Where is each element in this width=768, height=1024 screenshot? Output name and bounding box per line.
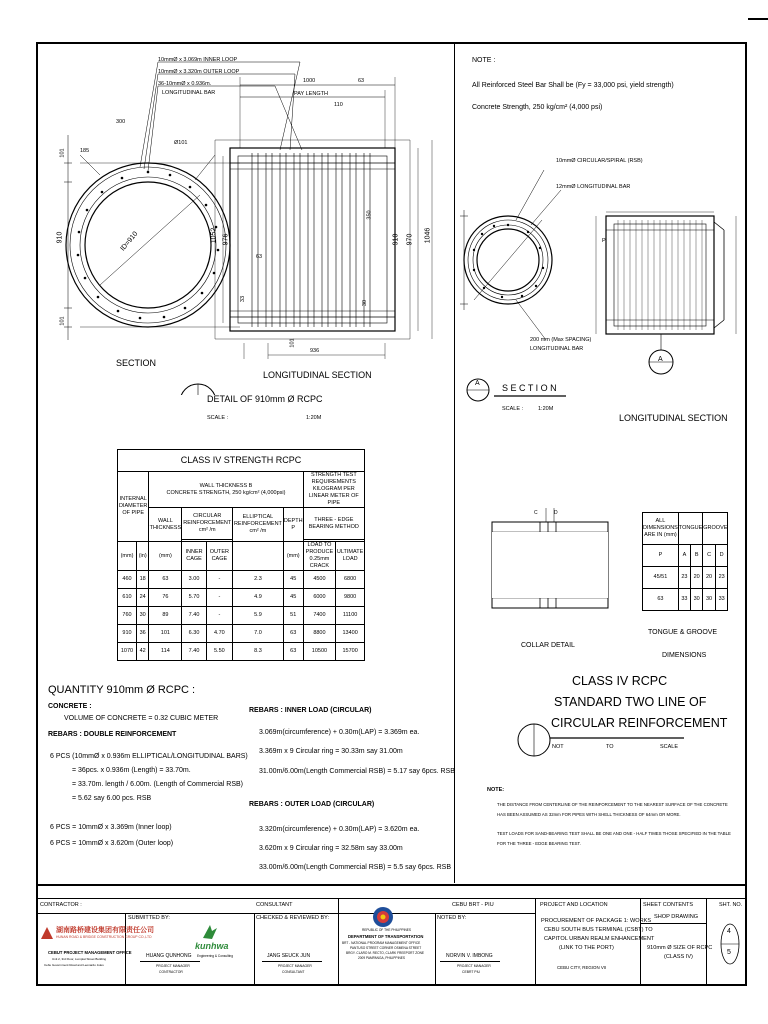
callout-long-bar-2: LONGITUDINAL BAR xyxy=(162,90,216,96)
tb-dotr-3: BRT - NATIONAL PROGRAM MANAGEMENT OFFICE xyxy=(342,941,421,945)
dim-910: 910 xyxy=(56,231,64,244)
tb-sheet-total: 5 xyxy=(727,949,731,956)
inner-load-line-2: 3.369m x 9 Circular ring = 30.33m say 31.00m xyxy=(259,748,403,755)
contractor-logo xyxy=(40,926,54,940)
class-iv-scale: SCALE xyxy=(660,744,679,750)
tb-dotr-2: DEPARTMENT OF TRANSPORTATION xyxy=(348,934,424,939)
dim-101-long: 101 xyxy=(289,338,296,348)
right-callout-long-bar: 12mmØ LONGITUDINAL BAR xyxy=(556,184,631,190)
quantity-line-6: 6 PCS = 10mmØ x 3.620m (Outer loop) xyxy=(50,840,174,847)
tb-sheet-heading: SHEET CONTENTS xyxy=(643,902,694,908)
table-row: 910 36 101 6.30 4.70 7.0 63 8800 13400 xyxy=(118,625,365,643)
tb-contractor-heading: CONTRACTOR : xyxy=(40,902,82,908)
h-elliptical: ELLIPTICAL REINFORCEMENT cm² /m xyxy=(233,508,284,542)
class-iv-not: NOT xyxy=(552,744,564,750)
tb-shop-drawing: SHOP DRAWING xyxy=(654,914,699,920)
tb-cebu-heading: CEBU BRT - PIU xyxy=(452,902,494,908)
h-ultimate: ULTIMATE LOAD xyxy=(336,542,365,571)
dim-101-top: 101 xyxy=(59,148,66,158)
dim-1046: 1046 xyxy=(424,227,432,244)
dim-id-910: ID=910 xyxy=(119,230,140,253)
note2-line-3: TEST LOADS FOR SAND-BEARING TEST SHALL BE ONE AND ONE - HALF TIMES THOSE SPECIFIED IN THE TABLE xyxy=(497,831,731,836)
dim-350: 350 xyxy=(366,210,373,220)
dim-30: 30 xyxy=(362,299,369,307)
top-right-rule xyxy=(748,18,768,20)
tg-h-all: ALL DIMENSIONS ARE IN (mm) xyxy=(643,513,679,545)
tg-h-tongue: TONGUE xyxy=(678,513,702,545)
detail-scale-label: SCALE : xyxy=(207,415,229,421)
note-line-1: All Reinforced Steel Bar Shall be (Fy = 33,000 psi, yield strength) xyxy=(472,82,674,89)
h-mm-3: (mm) xyxy=(283,542,303,571)
tb-checked-role: PROJECT MANAGER xyxy=(278,964,312,968)
longitudinal-stirrups xyxy=(252,153,370,327)
dim-33: 33 xyxy=(240,295,247,303)
right-callout-spacing: 200 mm (Max SPACING) xyxy=(530,337,592,343)
h-mm-2: (mm) xyxy=(149,542,182,571)
tb-submitted-role-2: CONTRACTOR xyxy=(159,970,183,974)
tb-project-line-4: (LINK TO THE PORT) xyxy=(559,945,614,951)
quantity-line-3: = 33.70m. length / 6.00m. (Length of Commercial RSB) xyxy=(72,781,243,788)
tb-sheet-number: 4 xyxy=(727,928,731,935)
quantity-concrete-line: VOLUME OF CONCRETE = 0.32 CUBIC METER xyxy=(64,715,219,722)
right-section-tag: A xyxy=(475,380,480,387)
longitudinal-section xyxy=(215,77,432,359)
h-wall-thickness: WALL THICKNESS xyxy=(149,508,182,542)
tb-checked-name: JANG SEUCK JUN xyxy=(267,953,311,959)
tb-project-heading: PROJECT AND LOCATION xyxy=(540,902,608,908)
tb-contractor-en: HUNAN ROAD & BRIDGE CONSTRUCTION GROUP CO.,LTD xyxy=(56,935,152,939)
left-detail-drawing xyxy=(40,45,450,395)
tb-contractor-cn: 湖南路桥建设集团有限责任公司 xyxy=(56,927,154,934)
inner-load-line-1: 3.069m(circumference) + 0.30m(LAP) = 3.369m ea. xyxy=(259,729,420,736)
h-in: (in) xyxy=(137,542,149,571)
outer-load-line-2: 3.620m x 9 Circular ring = 32.58m say 33.00m xyxy=(259,845,403,852)
inner-load-title: REBARS : INNER LOAD (CIRCULAR) xyxy=(249,707,372,714)
table-row: 610 24 76 5.70 - 4.9 45 6000 9800 xyxy=(118,589,365,607)
dim-300: 300 xyxy=(116,119,126,125)
tongue-groove-table xyxy=(642,512,728,611)
collar-detail-label: COLLAR DETAIL xyxy=(521,642,575,649)
class-iv-title-2: STANDARD TWO LINE OF xyxy=(554,695,707,709)
tb-dotr-5: BRGY. CLARO M. RECTO, CLARK FREEPORT ZONE xyxy=(346,951,425,955)
quantity-line-5: 6 PCS = 10mmØ x 3.369m (Inner loop) xyxy=(50,824,172,831)
note-title: NOTE : xyxy=(472,57,496,64)
quantity-line-2: = 36pcs. x 0.936m (Length) = 33.70m. xyxy=(72,767,191,774)
tb-contractor-office: CEBUT PROJECT MANAGEMENT OFFICE xyxy=(48,950,132,955)
dim-pay-length: PAY LENGTH xyxy=(294,91,328,97)
table-row: 63 33 30 30 33 xyxy=(643,589,728,611)
h-outer-cage: OUTER CAGE xyxy=(206,542,232,571)
tb-kunhwa: kunhwa xyxy=(195,941,229,951)
tb-consultant-heading: CONSULTANT xyxy=(256,902,293,908)
tongue-groove-label-1: TONGUE & GROOVE xyxy=(648,629,718,636)
tb-dotr-6: 2009 PAMPANGA, PHILIPPINES xyxy=(358,956,406,960)
quantity-title: QUANTITY 910mm Ø RCPC : xyxy=(48,684,196,696)
table-row: 45/51 23 20 20 23 xyxy=(643,567,728,589)
titleblock-top-rule xyxy=(36,884,747,886)
class-iv-strength-table xyxy=(117,449,365,661)
h-mm: (mm) xyxy=(118,542,137,571)
class-iv-title-underline xyxy=(514,715,694,765)
class-iv-title-3: CIRCULAR REINFORCEMENT xyxy=(551,716,728,730)
right-p-label: P xyxy=(602,238,606,244)
right-section-label: S E C T I O N xyxy=(502,383,557,393)
h-internal: INTERNAL DIAMETER OF PIPE xyxy=(118,472,149,542)
callout-outer-loop: 10mmØ x 3.320m OUTER LOOP xyxy=(158,69,240,75)
tb-dotr-1: REPUBLIC OF THE PHILIPPINES xyxy=(362,928,412,932)
detail-title: DETAIL OF 910mm Ø RCPC xyxy=(207,394,323,404)
tg-col-p: P xyxy=(643,545,679,567)
outer-load-line-3: 33.00m/6.00m(Length Commercial RSB) = 5.5 say 6pcs. RSB xyxy=(259,864,452,871)
tg-col-c: C xyxy=(703,545,716,567)
table-title: CLASS IV STRENGTH RCPC xyxy=(118,450,365,472)
right-section-drawing xyxy=(456,150,746,420)
h-load: LOAD TO PRODUCE 0.25mm CRACK xyxy=(303,542,336,571)
kunhwa-logo-icon xyxy=(200,922,220,942)
tb-checked-role-2: CONSULTANT xyxy=(282,970,305,974)
detail-scale-value: 1:20M xyxy=(306,415,322,421)
tb-dotr-4: PANTUSO STREET CORNER OSMENA STREET xyxy=(350,946,422,950)
callout-long-bar: 36-10mmØ x 0.936m. xyxy=(158,81,212,87)
tg-col-d: D xyxy=(715,545,728,567)
table-row: 460 18 63 3.00 - 2.3 45 4500 6800 xyxy=(118,571,365,589)
tb-sht-heading: SHT. NO. xyxy=(719,902,743,908)
outer-load-title: REBARS : OUTER LOAD (CIRCULAR) xyxy=(249,801,375,808)
tb-noted-name: NORVIN V. IMBONG xyxy=(446,953,493,959)
tb-project-line-2: CEBU SOUTH BUS TERMINAL (CSBT) TO xyxy=(544,927,653,933)
svg-text:C: C xyxy=(534,510,538,516)
tongue-groove-label-2: DIMENSIONS xyxy=(662,652,707,659)
tb-kunhwa-sub: Engineering & Consulting xyxy=(197,954,233,958)
right-callout-circular: 10mmØ CIRCULAR/SPIRAL (RSB) xyxy=(556,158,643,164)
dim-110: 110 xyxy=(334,102,343,108)
class-iv-to: TO xyxy=(606,744,614,750)
quantity-concrete-heading: CONCRETE : xyxy=(48,703,92,710)
tb-project-line-1: PROCUREMENT OF PACKAGE 1: WORKS xyxy=(541,918,652,924)
right-long-section-label: LONGITUDINAL SECTION xyxy=(619,413,728,423)
tb-checked-heading: CHECKED & REVIEWED BY: xyxy=(256,915,330,921)
h-three-edge: THREE - EDGE BEARING METHOD xyxy=(303,508,364,540)
table-row: 760 30 89 7.40 - 5.9 51 7400 11100 xyxy=(118,607,365,625)
svg-text:D: D xyxy=(554,510,558,516)
tb-project-location: CEBU CITY, REGION VII xyxy=(557,965,607,970)
note2-line-4: FOR THE THREE - EDGE BEARING TEST. xyxy=(497,841,581,846)
dotr-seal xyxy=(372,906,394,928)
callout-inner-loop: 10mmØ x 3.069m INNER LOOP xyxy=(158,57,238,63)
dim-970: 970 xyxy=(406,233,414,246)
dim-1000: 1000 xyxy=(303,78,316,84)
quantity-rebars-heading: REBARS : DOUBLE REINFORCEMENT xyxy=(48,731,177,738)
h-inner-cage: INNER CAGE xyxy=(182,542,206,571)
outer-load-line-1: 3.320m(circumference) + 0.30m(LAP) = 3.620m ea. xyxy=(259,826,420,833)
quantity-line-4: = 5.62 say 6.00 pcs. RSB xyxy=(72,795,152,802)
dim-101-bottom: 101 xyxy=(59,316,66,326)
note2-line-2: HAS BEEN ASSUMED AS 32mm FOR PIPES WITH SHELL THICKNESS OF 64mm OR MORE. xyxy=(497,812,681,817)
table-row: 1070 42 114 7.40 5.50 8.3 63 10500 15700 xyxy=(118,643,365,661)
tb-submitted-role: PROJECT MANAGER xyxy=(156,964,190,968)
tb-submitted-name: HUANG QUNHONG xyxy=(146,953,192,959)
cross-section-bars xyxy=(77,171,220,320)
tg-h-groove: GROOVE xyxy=(703,513,728,545)
dim-63: 63 xyxy=(358,78,365,84)
tb-sheet-contents-1: 910mm Ø SIZE OF RCPC xyxy=(647,945,713,951)
tb-contractor-addr-1: Unit 2, 3rd Floor, Lumpiat Street Building xyxy=(52,957,107,961)
tb-contractor-addr-2: Cebu Government Road and Leonardo Jules xyxy=(44,963,104,967)
long-section-label-left: LONGITUDINAL SECTION xyxy=(263,370,372,380)
tb-noted-role-2: CEBRT PIU xyxy=(462,970,480,974)
right-long-tag: A xyxy=(658,356,663,363)
dim-910-long: 910 xyxy=(392,233,400,246)
h-circular: CIRCULAR REINFORCEMENT cm² /m xyxy=(182,508,233,540)
dim-936: 936 xyxy=(310,348,320,354)
tb-submitted-heading: SUBMITTED BY: xyxy=(128,915,170,921)
inner-load-line-3: 31.00m/6.00m(Length Commercial RSB) = 5.17 say 6pcs. RSB xyxy=(259,768,455,775)
right-scale-label: SCALE : xyxy=(502,406,524,412)
h-depth: DEPTH P xyxy=(283,508,303,542)
note2-line-1: THE DISTANCE FROM CENTERLINE OF THE REINFORCEMENT TO THE NEAREST SURFACE OF THE CONCRETE xyxy=(497,802,728,807)
section-label-left: SECTION xyxy=(116,358,157,368)
h-strength: STRENGTH TEST REQUIREMENTS KILOGRAM PER LINEAR METER OF PIPE xyxy=(303,472,364,508)
tg-col-b: B xyxy=(691,545,703,567)
collar-detail-drawing xyxy=(488,500,613,615)
dim-185: 185 xyxy=(80,148,90,154)
quantity-line-1: 6 PCS (10mmØ x 0.936m ELLIPTICAL/LONGITUDINAL BARS) xyxy=(50,753,248,760)
tb-noted-role: PROJECT MANAGER xyxy=(457,964,491,968)
tb-project-line-3: CAPITOL URBAN REALM ENHANCEMENT xyxy=(544,936,655,942)
right-scale-value: 1:20M xyxy=(538,406,554,412)
right-callout-long-bar-2: LONGITUDINAL BAR xyxy=(530,346,584,352)
dim-63-left: 63 xyxy=(256,254,263,260)
dim-1052: 1052 xyxy=(210,227,218,244)
note-line-2: Concrete Strength, 250 kg/cm² (4,000 psi) xyxy=(472,104,603,111)
tg-col-a: A xyxy=(678,545,690,567)
vertical-divider xyxy=(454,43,455,883)
h-wall: WALL THICKNESS B CONCRETE STRENGTH, 250 kg/cm² (4,000psi) xyxy=(149,472,303,508)
tb-sheet-contents-2: (CLASS IV) xyxy=(664,954,693,960)
note2-title: NOTE: xyxy=(487,787,505,793)
dim-976: 976 xyxy=(222,233,230,246)
dim-101-circ: Ø101 xyxy=(174,140,188,146)
tb-noted-heading: NOTED BY: xyxy=(437,915,467,921)
class-iv-title-1: CLASS IV RCPC xyxy=(572,674,668,688)
callout-leaders xyxy=(140,62,302,171)
